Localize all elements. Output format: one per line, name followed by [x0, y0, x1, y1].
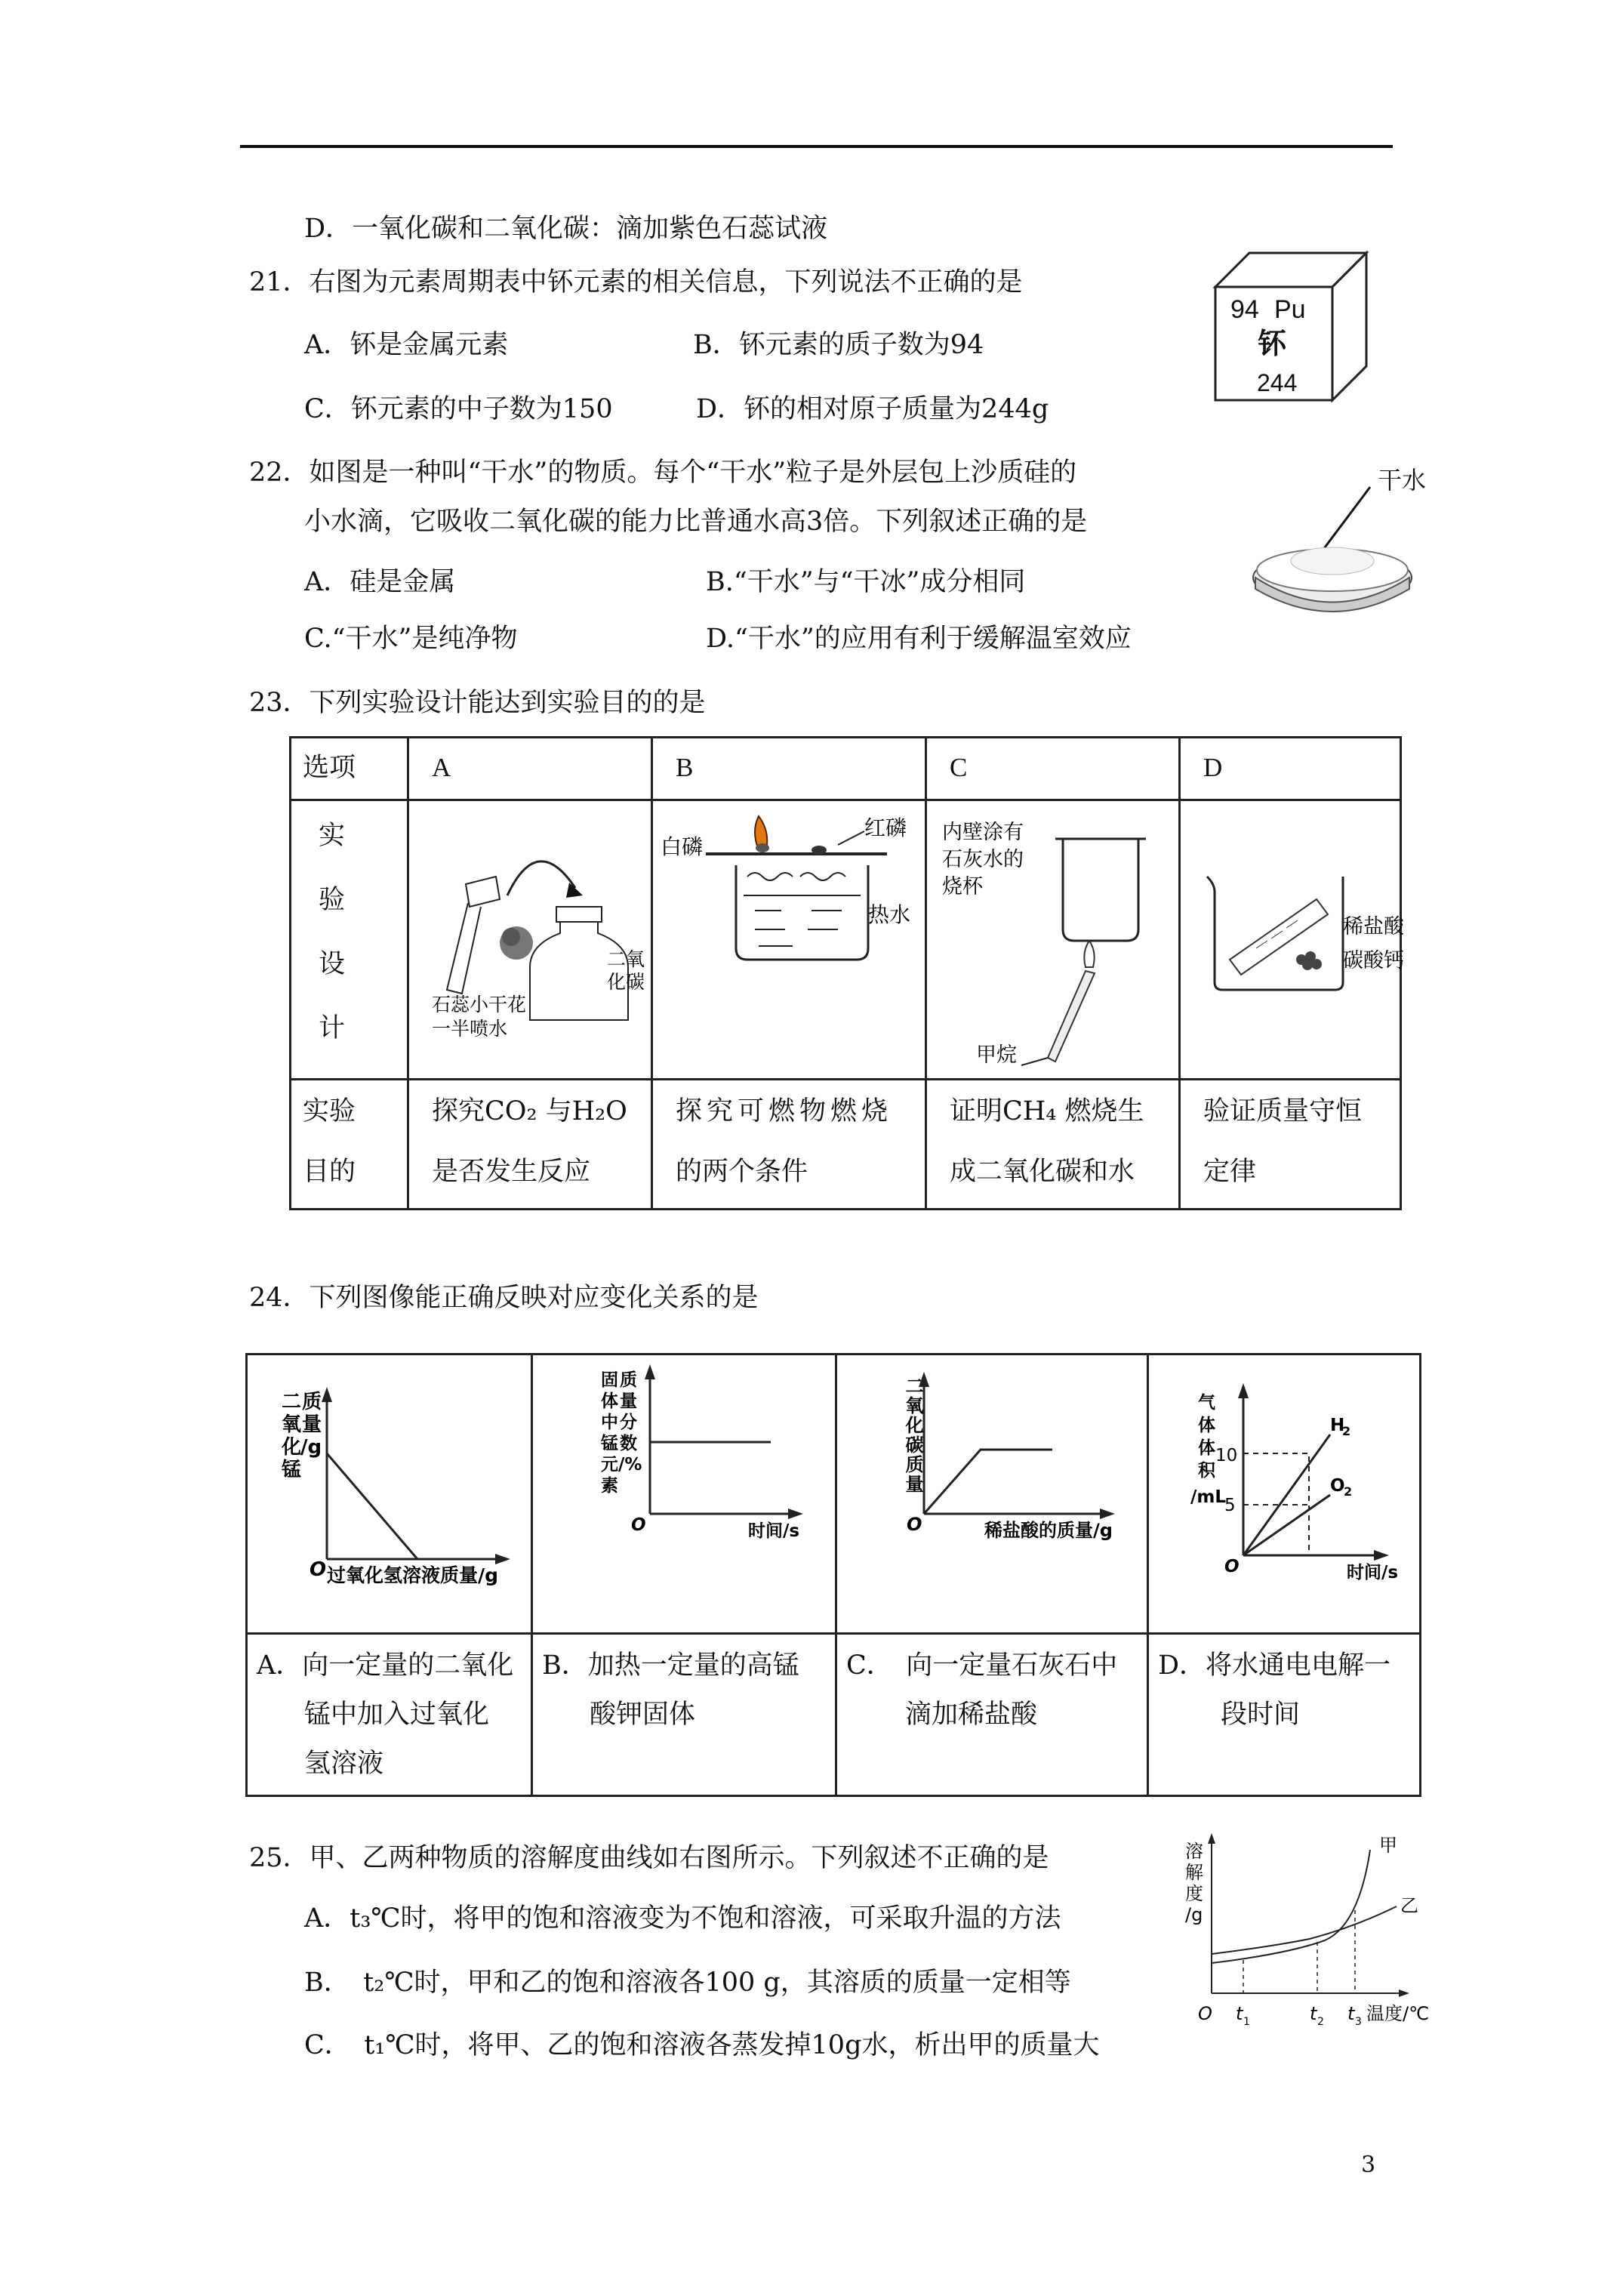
q23-row-design-label: 实 验 设 计 [291, 800, 408, 1080]
svg-text:O: O [1198, 2003, 1212, 2024]
q24-table [245, 1353, 1421, 1797]
svg-text:2: 2 [1344, 1484, 1353, 1499]
svg-text:时间/s: 时间/s [1347, 1563, 1399, 1583]
q22-option-d: D.“干水”的应用有利于缓解温室效应 [706, 624, 1132, 654]
graph-a-mno2-mass [248, 1355, 531, 1635]
q23-purpose-b: 探究可燃物燃烧 的两个条件 [652, 1080, 926, 1210]
q22-option-b: B.“干水”与“干冰”成分相同 [706, 567, 1026, 597]
svg-text:t: t [1236, 2003, 1243, 2024]
svg-text:白磷: 白磷 [661, 834, 704, 859]
svg-text:O: O [907, 1514, 922, 1535]
q24-graph-a-cell [247, 1354, 532, 1634]
q23-header-option: 选项 [291, 738, 408, 800]
svg-text:/%: /% [618, 1455, 642, 1475]
element-number: 94 [1230, 295, 1259, 324]
svg-text:t: t [1347, 2003, 1355, 2024]
svg-text:乙: 乙 [1400, 1895, 1418, 1916]
methane-combustion-figure [942, 816, 1176, 1073]
fig-a-flower-label: 石蕊小干花 [432, 994, 527, 1015]
svg-text:/g: /g [1185, 1904, 1203, 1925]
q20-option-d: D．一氧化碳和二氧化碳：滴加紫色石蕊试液 [304, 214, 828, 244]
svg-text:O: O [631, 1515, 646, 1535]
q24-option-b: B．加热一定量的高锰 酸钾固体 [532, 1634, 836, 1796]
dry-water-label: 干水 [1378, 466, 1427, 495]
svg-text:烧杯: 烧杯 [942, 875, 983, 898]
phosphorus-combustion-figure [661, 809, 917, 975]
q23-stem: 23．下列实验设计能达到实验目的的是 [249, 688, 706, 718]
svg-text:化碳: 化碳 [607, 971, 645, 993]
graph-c-co2-mass [837, 1355, 1147, 1635]
svg-text:解: 解 [1185, 1862, 1203, 1883]
graph-b-mn-fraction [533, 1355, 835, 1635]
svg-text:红磷: 红磷 [864, 815, 907, 840]
q22-option-a: A．硅是金属 [304, 567, 456, 597]
svg-text:10: 10 [1215, 1446, 1238, 1465]
svg-text:石灰水的: 石灰水的 [942, 848, 1024, 871]
graph-d-gas-volume [1149, 1355, 1419, 1635]
q23-design-d [1180, 800, 1404, 1080]
svg-text:稀盐酸的质量/g: 稀盐酸的质量/g [984, 1520, 1113, 1541]
q23-header-c: C [926, 738, 1180, 800]
q23-purpose-c: 证明CH₄ 燃烧生 成二氧化碳和水 [926, 1080, 1180, 1210]
svg-text:/mL: /mL [1190, 1487, 1227, 1507]
q24-option-c: C． 向一定量石灰石中 滴加稀盐酸 [836, 1634, 1148, 1796]
q24-graph-b-cell [532, 1354, 836, 1634]
svg-text:1: 1 [1243, 2016, 1250, 2028]
svg-text:度: 度 [1185, 1883, 1203, 1904]
svg-text:碳酸钙: 碳酸钙 [1343, 949, 1404, 972]
q23-header-d: D [1180, 738, 1401, 800]
q23-header-a: A [408, 738, 652, 800]
svg-text:2: 2 [1342, 1424, 1351, 1438]
q22-stem-line2: 小水滴，它吸收二氧化碳的能力比普通水高3倍。下列叙述正确的是 [304, 507, 1088, 537]
svg-text:气: 气 [1198, 1393, 1215, 1413]
q21-option-d: D．钚的相对原子质量为244g [696, 394, 1049, 424]
svg-text:数: 数 [620, 1434, 637, 1453]
q25-option-b: B． t₂℃时，甲和乙的饱和溶液各100 g，其溶质的质量一定相等 [304, 1968, 1071, 1998]
svg-text:素: 素 [601, 1476, 618, 1496]
svg-text:质: 质 [302, 1391, 322, 1413]
svg-text:2: 2 [1317, 2016, 1324, 2028]
q24-graph-c-cell [836, 1354, 1148, 1634]
svg-text:5: 5 [1224, 1496, 1236, 1515]
q23-design-b [652, 800, 926, 1080]
svg-text:时间/s: 时间/s [748, 1521, 800, 1541]
q23-purpose-a: 探究CO₂ 与H₂O 是否发生反应 [408, 1080, 652, 1210]
q21-option-b: B．钚元素的质子数为94 [693, 330, 984, 360]
q24-graph-d-cell [1148, 1354, 1421, 1634]
element-symbol: Pu [1274, 295, 1306, 324]
svg-text:氧: 氧 [282, 1413, 302, 1436]
svg-text:质: 质 [620, 1370, 637, 1390]
q25-stem: 25．甲、乙两种物质的溶解度曲线如右图所示。下列叙述不正确的是 [249, 1843, 1049, 1873]
q25-option-c: C． t₁℃时，将甲、乙的饱和溶液各蒸发掉10g水，析出甲的质量大 [304, 2030, 1100, 2060]
svg-text:温度/℃: 温度/℃ [1366, 2003, 1430, 2024]
svg-text:O: O [1330, 1476, 1345, 1496]
svg-text:/g: /g [300, 1436, 322, 1459]
svg-text:体: 体 [1198, 1416, 1215, 1435]
q21-option-c: C．钚元素的中子数为150 [304, 394, 613, 424]
svg-text:二氧: 二氧 [607, 948, 645, 970]
svg-text:固: 固 [601, 1370, 618, 1390]
q25-option-a: A．t₃℃时，将甲的饱和溶液变为不饱和溶液，可采取升温的方法 [304, 1903, 1061, 1934]
svg-text:内壁涂有: 内壁涂有 [942, 821, 1024, 844]
q23-purpose-d: 验证质量守恒 定律 [1180, 1080, 1401, 1210]
element-name: 钚 [1258, 327, 1287, 360]
svg-text:溶: 溶 [1185, 1841, 1203, 1862]
q23-header-b: B [652, 738, 926, 800]
page-number: 3 [1361, 2152, 1376, 2178]
svg-text:甲: 甲 [1379, 1835, 1397, 1856]
svg-text:锰: 锰 [282, 1459, 302, 1481]
svg-text:量: 量 [302, 1413, 322, 1436]
svg-text:O: O [310, 1558, 327, 1581]
svg-text:二氧化碳质量: 二氧化碳质量 [902, 1376, 923, 1494]
svg-text:甲烷: 甲烷 [976, 1043, 1017, 1067]
q24-option-a: A．向一定量的二氧化 锰中加入过氧化 氢溶液 [247, 1634, 532, 1796]
svg-text:分: 分 [620, 1413, 637, 1432]
q24-stem: 24．下列图像能正确反映对应变化关系的是 [249, 1283, 759, 1313]
svg-text:稀盐酸: 稀盐酸 [1343, 915, 1404, 938]
svg-text:H: H [1330, 1416, 1345, 1435]
svg-text:体: 体 [601, 1391, 618, 1411]
q22-stem-line1: 22．如图是一种叫“干水”的物质。每个“干水”粒子是外层包上沙质硅的 [249, 458, 1077, 488]
svg-text:过氧化氢溶液质量/g: 过氧化氢溶液质量/g [327, 1564, 499, 1586]
q24-option-d: D．将水通电电解一 段时间 [1148, 1634, 1421, 1796]
svg-text:积: 积 [1198, 1461, 1215, 1481]
svg-text:二: 二 [282, 1391, 302, 1413]
acid-carbonate-figure [1196, 869, 1404, 1012]
svg-text:体: 体 [1198, 1438, 1215, 1458]
svg-text:O: O [1224, 1557, 1240, 1576]
svg-text:热水: 热水 [868, 902, 911, 927]
q22-option-c: C.“干水”是纯净物 [304, 624, 518, 654]
element-mass: 244 [1257, 369, 1298, 396]
svg-text:元: 元 [601, 1455, 618, 1475]
svg-text:锰: 锰 [601, 1434, 618, 1453]
litmus-flower-co2-bottle-figure [424, 831, 643, 1050]
q21-option-a: A．钚是金属元素 [304, 330, 509, 360]
svg-text:t: t [1310, 2003, 1317, 2024]
svg-text:3: 3 [1355, 2016, 1362, 2028]
q23-row-purpose-label: 实验 目的 [291, 1080, 408, 1210]
q23-table [289, 736, 1402, 1210]
svg-text:一半喷水: 一半喷水 [432, 1018, 508, 1040]
q23-design-a [408, 800, 652, 1080]
solubility-curve-figure [1181, 1827, 1431, 2039]
svg-text:量: 量 [620, 1391, 637, 1411]
header-rule [240, 145, 1393, 148]
svg-text:化: 化 [282, 1436, 302, 1459]
q23-design-c [926, 800, 1180, 1080]
q21-stem: 21．右图为元素周期表中钚元素的相关信息，下列说法不正确的是 [249, 267, 1023, 297]
svg-text:中: 中 [601, 1413, 618, 1432]
